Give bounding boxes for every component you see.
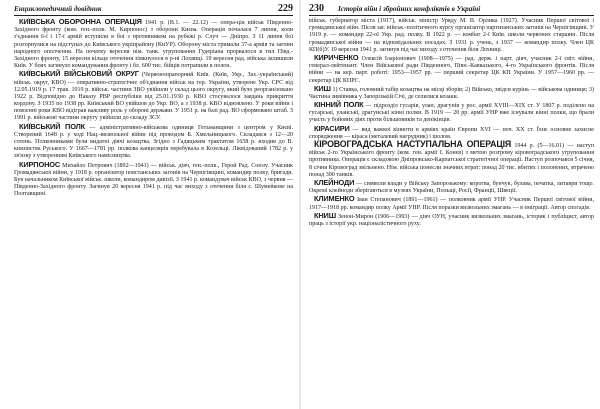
right-running-head	[309, 3, 594, 16]
entry-kleinody	[309, 179, 594, 195]
entry-kish	[309, 85, 594, 101]
entry-body: 1944 р. (5—16.01) — наступ військ 2-го Українського фронту (ком. ген. армії І. Конєв) з метою розгрому кіровоградського угруповання противника. Операція є складовою Дніпровсько-Карпатської стратегічної операції. Наступ розпочався 5 січня, 8 січня Кіровоград звільнено. Нім. війська понесли значних втрат: понад 20 тис. вбитих і полонених, втрачено понад 300 танків.	[309, 143, 594, 178]
entry-body: Іван Степанович (1891—1961) — полковник армії УНР. Учасник Першої світової війни, 1917—1918 рр. командир полку Армії УНР. Після поразки визвольних змагань — в еміграції. Автор спогадів.	[309, 197, 594, 211]
right-page	[300, 0, 600, 409]
entry-body: військ. губернатор міста (1917), військ. міністр Уряду М. В. Орлика (1927). Учасник Першої світової і громадянської війн. Після заг. військ.-політичного курсу організатор партизанських загонів на Чернігівщині. У 1919 р. — командир 22-ої Укр. рад. полку. В 1922 р. — комбат 2-ї Київ. школи червоних старшин. Після громадянської війни — на відповідальних посадах. З 1931 р. учень, з 1937 — командир полку. Член ЦК КП(б)У. 19 вересня 1941 р. загинув під час виходу з оточення біля Лохвиці.	[309, 18, 594, 53]
entry-kirovohrad-operation	[309, 141, 594, 179]
right-text-column	[309, 18, 594, 228]
entry-body: Михайло Петрович (1892—1941) — військ. діяч, ген.-полк., Герой Рад. Союзу. Учасник Громадянської війни, у 1918 р. організатор повстанських загонів на Чернігівщині, командир полку, бригади. Був начальником Київської військ. школи, командиром дивізії. З 1941 р. командувач військ КВО, з червня — Південно-Західного фронту. Загинув 20 вересня 1941 р. під час виходу з оточення біля с. Шумейкове на Полтавщині.	[14, 162, 293, 198]
right-page-number: 230	[309, 3, 324, 14]
entry-headword: КИЇВСЬКА ОБОРОННА ОПЕРАЦІЯ	[19, 17, 142, 26]
entry-kyiv-regiment	[14, 123, 293, 161]
entry-continuation	[309, 18, 594, 54]
entry-headword: КІРАСИРИ	[314, 123, 350, 133]
entry-body: — підрозділ гусарів, улан, драгунів у рос. армії XVIII—XIX ст. У 1807 р. поділено на гусарські, уланські, драгунські кінні полки. В 1919 — 20 рр. армії УНР вже існували кінні полки, що брали участь у бойових діях проти більшовиків та денікінців.	[309, 103, 594, 124]
entry-cavalry-regiment	[309, 101, 594, 125]
entry-body: 1941 р. (В.1. — 22.12) — опера-ція військ Південно-Західного фронту (ком. ген.-полк. М. Кирпонос) з оборони Києва. Операція почалася 7 липня, коли з'єднання 6-ї і 17-ї армій вступили в бої з противником на рубежі р. Случ — Дніпро. З 11 липня бої розгорнулися на підступах до Київського укріпрайону (КиУР). Оборону міста тримали 37-а армія та загони народного ополчення. На початку вересня нім. танк. угруповання Гудеріана прорвалося в тил Півд.-Західного фронту, 15 вересня кільце оточення зімкнулося в р-ні Лохвиці. 19 вересня рад. війська залишили Київ. У боях загинуло командування фронту і бл. 600 тис. бійців потрапили в полон.	[14, 20, 293, 70]
entry-headword: КИРИЧЕНКО	[314, 52, 359, 62]
entry-body: — вид важкої кінноти в арміях країн Європи XVI — поч. ХХ ст. Їхнє основне захисне спорядження — кіраса (металевий нагрудник) і шолом.	[309, 126, 594, 140]
entry-body: (Червонопрапорний Київ. (Київ, Укр., Зах.-український) військ. округ, КВО) — оперативно-стратегічне об'єднання військ на тер. України, утворене Укр. СРС від 12.05.1919 р. 17 трав. 1919 р. військ. частини ЗВО увійшли у склад цього округу, який було реорганізовано 1922 р. Відповідно до Наказу РВР республіки від 25.01.1930 р. КВО стосувалося завдань прикриття кордону. З 1935 по 1938 рр. Київський ВО увійшов до Укр. ВО, а з 1938 р. КВО відновлено. У роки війни і повоєнні роки КВО відіграв важливу роль у обороні держави. У 1951 р. на базі рад. ВО сформовано штаб. З 1991 р. військові частини округу увійшли до складу ЗСУ.	[14, 72, 293, 122]
entry-kirponos	[14, 161, 293, 199]
entry-headword: КНИШ	[314, 210, 336, 220]
left-page-number: 229	[278, 3, 293, 14]
entry-body: — адміністративно-військова одиниця Гетьманщини з центром у Києві. Створений 1648 р. у ході Нац.-визвольної війни під проводом Б. Хмельницького. Складався з 12—20 сотень. Полковниками були видатні діячі козацтва. Згідно з Гадяцьким трактатом 1658 р. входив до В. князівства Руського. У 1667—1781 рр. полкова канцелярія перебувала в Козельці. Ліквідований 1782 р. у зв'язку з утворенням Київського намісництва.	[14, 124, 293, 160]
entry-body: — символи влади у Війську Запорозькому: корогва, бунчук, булава, печатка, литаври тощо. Окремі клейноди зберігаються в музеях України, Польщі, Росії, Франції, Швеції.	[309, 180, 594, 195]
entry-body: Олексій Іларіонович (1908—1975) — рад. держ. і парт. діяч, учасник 2-ї світ. війни, генерал-лейтенант. Член Військової ради Південного, Півн.-Кавказького, 4-го Українського фронтів. Після війни — на кер. парт. роботі: 1953—1957 рр. — перший секретар ЦК КП України. У 1957—1960 рр. — секретар ЦК КПРС.	[309, 55, 594, 84]
entry-headword: КЛЕЙНОДИ	[314, 177, 355, 187]
left-running-title: Енциклопедичний довідник	[14, 5, 102, 13]
left-text-column	[14, 18, 293, 199]
entry-kyiv-military-district	[14, 70, 293, 122]
left-running-head	[14, 3, 293, 16]
right-running-title: Історія війн і збройних конфліктів в Україні	[338, 5, 481, 13]
entry-body: Зенон-Мирон (1906—1993) — діяч ОУН, учасник визвольних змагань, історик і публіцист, автор праць з історії укр. націоналістичного руху.	[309, 213, 594, 227]
entry-headword: КИЇВСЬКИЙ ПОЛК	[19, 121, 86, 131]
entry-headword: КІРОВОГРАДСЬКА НАСТУПАЛЬНА ОПЕРАЦІЯ	[314, 139, 512, 149]
entry-headword: КИШ	[314, 83, 331, 93]
entry-headword: КИЇВСЬКИЙ ВІЙСЬКОВИЙ ОКРУГ	[19, 69, 139, 79]
entry-headword: КИРПОНОС	[19, 159, 61, 169]
entry-knysh	[309, 212, 594, 228]
entry-body: 1) Ставка, головний табір козацтва на місці зборів; 2) Військо, звідси курінь — військова одиниця; 3) Частина зимівника у Запорізькій Січі, де селилися козаки.	[309, 86, 594, 100]
entry-klymenko	[309, 195, 594, 211]
entry-kyrychenko	[309, 54, 594, 85]
entry-headword: КЛИМЕНКО	[314, 194, 355, 204]
entry-headword: КІННИЙ ПОЛК	[314, 100, 364, 110]
entry-kyiv-defensive-operation	[14, 18, 293, 70]
